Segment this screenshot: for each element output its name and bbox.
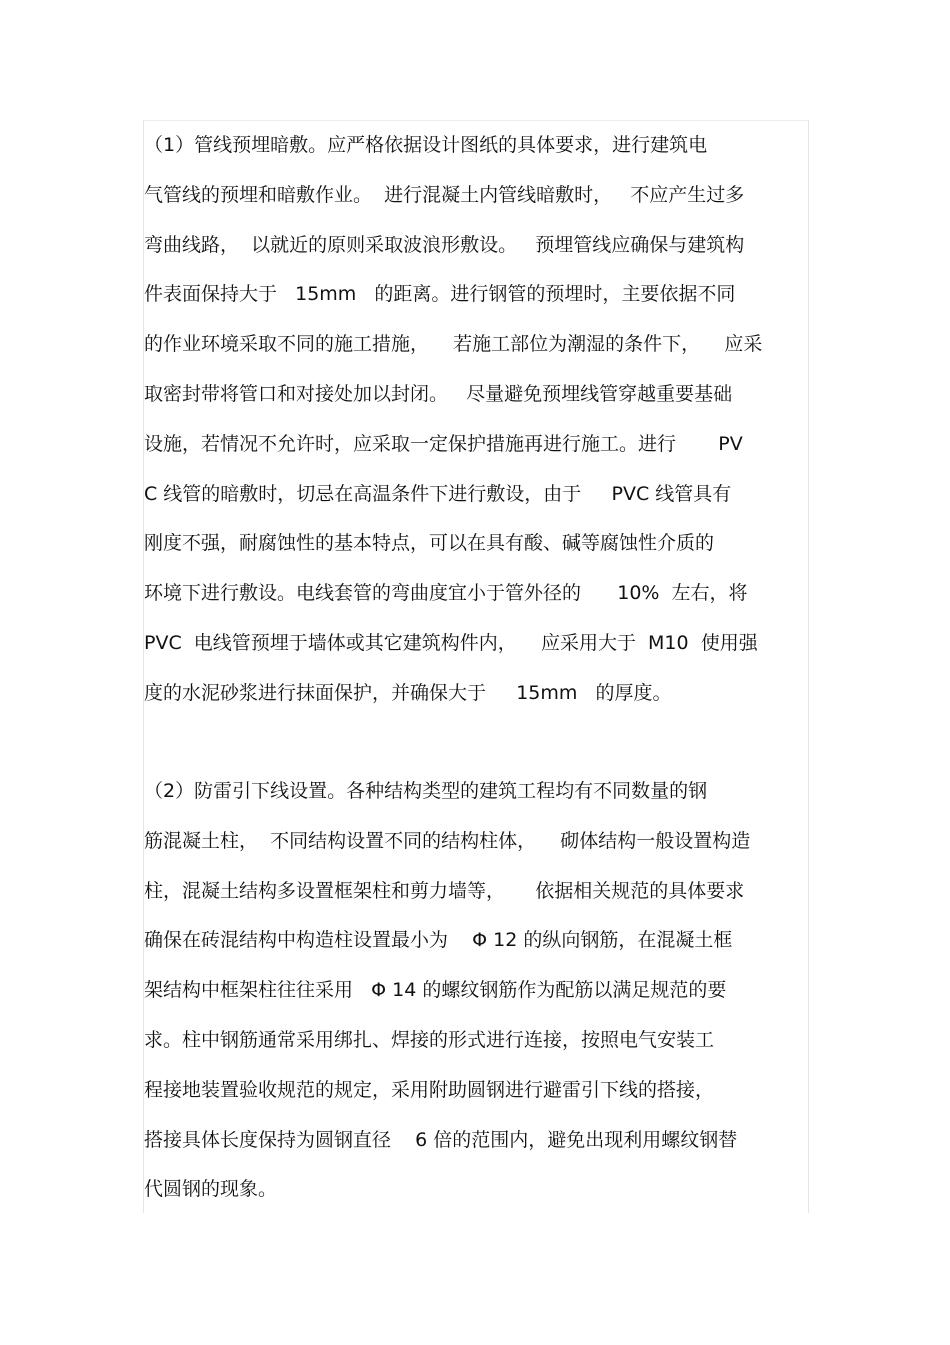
text-line: 求。柱中钢筋通常采用绑扎、焊接的形式进行连接，按照电气安装工 bbox=[144, 1028, 715, 1051]
text-line: 设施，若情况不允许时，应采取一定保护措施再进行施工。进行 PV bbox=[144, 432, 743, 455]
text-line: 筋混凝土柱， 不同结构设置不同的结构柱体， 砌体结构一般设置构造 bbox=[144, 829, 751, 852]
text-line: 代圆钢的现象。 bbox=[144, 1178, 278, 1201]
text-line: 确保在砖混结构中构造柱设置最小为 Φ 12 的纵向钢筋，在混凝土框 bbox=[144, 929, 733, 952]
paragraph-conduit-embedding bbox=[144, 121, 814, 719]
text-line: 件表面保持大于 15mm 的距离。进行钢管的预埋时，主要依据不同 bbox=[144, 283, 736, 306]
text-line: 取密封带将管口和对接处加以封闭。 尽量避免预埋线管穿越重要基础 bbox=[144, 382, 733, 405]
text-line: PVC 电线管预埋于墙体或其它建筑构件内， 应采用大于 M10 使用强 bbox=[144, 631, 758, 654]
text-line: 的作业环境采取不同的施工措施， 若施工部位为潮湿的条件下， 应采 bbox=[144, 333, 763, 356]
text-line: 程接地装置验收规范的规定，采用附助圆钢进行避雷引下线的搭接， bbox=[144, 1078, 715, 1101]
text-line: 柱，混凝土结构多设置框架柱和剪力墙等， 依据相关规范的具体要求 bbox=[144, 879, 745, 902]
text-line: 环境下进行敷设。电线套管的弯曲度宜小于管外径的 10% 左右，将 bbox=[144, 582, 748, 605]
paragraph-lightning-downconductor bbox=[144, 767, 814, 1215]
text-line: 度的水泥砂浆进行抹面保护，并确保大于 15mm 的厚度。 bbox=[144, 681, 672, 704]
text-line: 搭接具体长度保持为圆钢直径 6 倍的范围内，避免出现利用螺纹钢替 bbox=[144, 1128, 738, 1151]
text-line: （2）防雷引下线设置。各种结构类型的建筑工程均有不同数量的钢 bbox=[144, 780, 708, 802]
text-line: 架结构中框架柱往往采用 Φ 14 的螺纹钢筋作为配筋以满足规范的要 bbox=[144, 979, 727, 1002]
text-line: 弯曲线路， 以就近的原则采取波浪形敷设。 预埋管线应确保与建筑构 bbox=[144, 233, 745, 256]
text-line: （1）管线预埋暗敷。应严格依据设计图纸的具体要求，进行建筑电 bbox=[144, 134, 708, 156]
text-line: C 线管的暗敷时，切忌在高温条件下进行敷设，由于 PVC 线管具有 bbox=[144, 482, 732, 505]
text-line: 刚度不强，耐腐蚀性的基本特点，可以在具有酸、碱等腐蚀性介质的 bbox=[144, 532, 715, 555]
text-line: 气管线的预埋和暗敷作业。 进行混凝土内管线暗敷时， 不应产生过多 bbox=[144, 183, 745, 206]
